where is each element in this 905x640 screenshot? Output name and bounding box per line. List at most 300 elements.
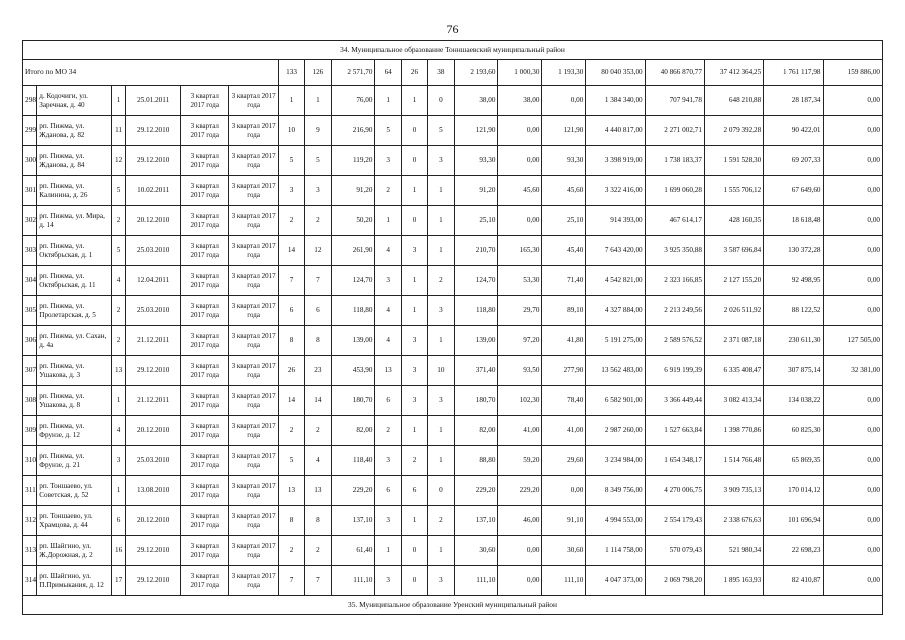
value-cell: 4 994 553,00 bbox=[586, 506, 645, 536]
address-cell: рп. Пижма, ул. Фрунзе, д. 21 bbox=[37, 446, 112, 476]
value-cell: 1 398 770,86 bbox=[704, 416, 763, 446]
value-cell: 139,00 bbox=[454, 326, 498, 356]
value-cell: 7 bbox=[278, 566, 304, 596]
value-cell: 82,00 bbox=[454, 416, 498, 446]
value-cell: 3 bbox=[375, 446, 401, 476]
total-cell: 159 886,00 bbox=[823, 60, 882, 86]
value-cell: 6 bbox=[375, 476, 401, 506]
value-cell: 6 bbox=[375, 386, 401, 416]
value-cell: 65 869,35 bbox=[764, 446, 823, 476]
value-cell: 5 191 275,00 bbox=[586, 326, 645, 356]
value-cell: 7 bbox=[305, 266, 331, 296]
value-cell: 2 bbox=[305, 416, 331, 446]
section-title: 35. Муниципальное образование Уренский муниципальный район bbox=[23, 596, 883, 615]
value-cell: 6 919 199,39 bbox=[645, 356, 704, 386]
document-number: 6 bbox=[111, 506, 125, 536]
value-cell: 3 925 350,88 bbox=[645, 236, 704, 266]
planned-quarter: 3 квартал 2017 года bbox=[181, 506, 229, 536]
table-row bbox=[23, 416, 883, 446]
document-number: 4 bbox=[111, 266, 125, 296]
value-cell: 4 bbox=[375, 326, 401, 356]
planned-quarter: 3 квартал 2017 года bbox=[181, 386, 229, 416]
planned-quarter: 3 квартал 2017 года bbox=[181, 116, 229, 146]
value-cell: 69 207,33 bbox=[764, 146, 823, 176]
row-index: 302 bbox=[23, 206, 37, 236]
total-label: Итого по МО 34 bbox=[23, 60, 279, 86]
value-cell: 41,00 bbox=[542, 416, 586, 446]
completion-quarter: 3 квартал 2017 года bbox=[229, 296, 278, 326]
value-cell: 0 bbox=[428, 86, 454, 116]
total-row bbox=[23, 60, 883, 86]
total-cell: 40 866 870,77 bbox=[645, 60, 704, 86]
value-cell: 2 bbox=[375, 176, 401, 206]
section-header-34 bbox=[23, 41, 883, 60]
page-number: 76 bbox=[446, 22, 459, 36]
value-cell: 8 bbox=[305, 506, 331, 536]
value-cell: 3 322 416,00 bbox=[586, 176, 645, 206]
total-cell: 1 761 117,98 bbox=[764, 60, 823, 86]
planned-quarter: 3 квартал 2017 года bbox=[181, 86, 229, 116]
value-cell: 1 bbox=[305, 86, 331, 116]
value-cell: 25,10 bbox=[542, 206, 586, 236]
value-cell: 1 527 663,84 bbox=[645, 416, 704, 446]
total-cell: 126 bbox=[305, 60, 331, 86]
planned-quarter: 3 квартал 2017 года bbox=[181, 566, 229, 596]
table-row bbox=[23, 116, 883, 146]
value-cell: 0,00 bbox=[498, 116, 542, 146]
value-cell: 137,10 bbox=[331, 506, 375, 536]
document-number: 3 bbox=[111, 446, 125, 476]
date-cell: 21.12.2011 bbox=[126, 386, 181, 416]
document-number: 5 bbox=[111, 236, 125, 266]
value-cell: 13 bbox=[375, 356, 401, 386]
value-cell: 30,60 bbox=[542, 536, 586, 566]
value-cell: 59,20 bbox=[498, 446, 542, 476]
value-cell: 45,60 bbox=[498, 176, 542, 206]
value-cell: 1 bbox=[428, 236, 454, 266]
value-cell: 119,20 bbox=[331, 146, 375, 176]
value-cell: 4 327 884,00 bbox=[586, 296, 645, 326]
value-cell: 1 bbox=[401, 506, 427, 536]
address-cell: рп. Пижма, ул. Октябрьская, д. 11 bbox=[37, 266, 112, 296]
value-cell: 0 bbox=[401, 116, 427, 146]
value-cell: 7 bbox=[305, 566, 331, 596]
value-cell: 53,30 bbox=[498, 266, 542, 296]
value-cell: 111,10 bbox=[454, 566, 498, 596]
total-cell: 1 193,30 bbox=[542, 60, 586, 86]
value-cell: 8 bbox=[305, 326, 331, 356]
value-cell: 8 349 756,00 bbox=[586, 476, 645, 506]
value-cell: 570 079,43 bbox=[645, 536, 704, 566]
value-cell: 12 bbox=[305, 236, 331, 266]
value-cell: 2 213 249,56 bbox=[645, 296, 704, 326]
value-cell: 118,80 bbox=[454, 296, 498, 326]
value-cell: 29,60 bbox=[542, 446, 586, 476]
value-cell: 6 582 901,00 bbox=[586, 386, 645, 416]
row-index: 310 bbox=[23, 446, 37, 476]
value-cell: 38,00 bbox=[454, 86, 498, 116]
value-cell: 93,50 bbox=[498, 356, 542, 386]
value-cell: 1 bbox=[401, 176, 427, 206]
value-cell: 277,90 bbox=[542, 356, 586, 386]
value-cell: 2 bbox=[428, 266, 454, 296]
value-cell: 76,00 bbox=[331, 86, 375, 116]
value-cell: 91,20 bbox=[454, 176, 498, 206]
value-cell: 10 bbox=[278, 116, 304, 146]
value-cell: 13 bbox=[305, 476, 331, 506]
value-cell: 2 bbox=[278, 416, 304, 446]
date-cell: 25.01.2011 bbox=[126, 86, 181, 116]
total-cell: 26 bbox=[401, 60, 427, 86]
value-cell: 4 bbox=[375, 296, 401, 326]
planned-quarter: 3 квартал 2017 года bbox=[181, 476, 229, 506]
row-index: 306 bbox=[23, 326, 37, 356]
address-cell: рп. Пижма, ул. Ушакова, д. 3 bbox=[37, 356, 112, 386]
value-cell: 93,30 bbox=[542, 146, 586, 176]
value-cell: 0,00 bbox=[498, 536, 542, 566]
value-cell: 118,80 bbox=[331, 296, 375, 326]
value-cell: 1 591 528,30 bbox=[704, 146, 763, 176]
value-cell: 4 270 006,75 bbox=[645, 476, 704, 506]
value-cell: 3 909 735,13 bbox=[704, 476, 763, 506]
planned-quarter: 3 квартал 2017 года bbox=[181, 446, 229, 476]
value-cell: 0 bbox=[401, 146, 427, 176]
value-cell: 2 bbox=[305, 206, 331, 236]
value-cell: 1 bbox=[428, 536, 454, 566]
planned-quarter: 3 квартал 2017 года bbox=[181, 176, 229, 206]
planned-quarter: 3 квартал 2017 года bbox=[181, 356, 229, 386]
value-cell: 2 987 260,00 bbox=[586, 416, 645, 446]
value-cell: 0,00 bbox=[823, 86, 882, 116]
value-cell: 3 bbox=[428, 296, 454, 326]
total-cell: 80 040 353,00 bbox=[586, 60, 645, 86]
total-cell: 37 412 364,25 bbox=[704, 60, 763, 86]
value-cell: 0,00 bbox=[823, 176, 882, 206]
value-cell: 0,00 bbox=[823, 296, 882, 326]
table-row bbox=[23, 296, 883, 326]
date-cell: 10.02.2011 bbox=[126, 176, 181, 206]
document-number: 17 bbox=[111, 566, 125, 596]
value-cell: 0 bbox=[401, 566, 427, 596]
value-cell: 121,90 bbox=[542, 116, 586, 146]
value-cell: 1 699 060,28 bbox=[645, 176, 704, 206]
value-cell: 3 366 449,44 bbox=[645, 386, 704, 416]
value-cell: 10 bbox=[428, 356, 454, 386]
completion-quarter: 3 квартал 2017 года bbox=[229, 86, 278, 116]
value-cell: 71,40 bbox=[542, 266, 586, 296]
document-number: 1 bbox=[111, 476, 125, 506]
row-index: 307 bbox=[23, 356, 37, 386]
value-cell: 60 825,30 bbox=[764, 416, 823, 446]
row-index: 298 bbox=[23, 86, 37, 116]
completion-quarter: 3 квартал 2017 года bbox=[229, 476, 278, 506]
value-cell: 2 554 179,43 bbox=[645, 506, 704, 536]
table-row bbox=[23, 506, 883, 536]
table-row bbox=[23, 176, 883, 206]
value-cell: 18 618,48 bbox=[764, 206, 823, 236]
value-cell: 13 562 483,00 bbox=[586, 356, 645, 386]
value-cell: 229,20 bbox=[331, 476, 375, 506]
row-index: 314 bbox=[23, 566, 37, 596]
value-cell: 0,00 bbox=[498, 206, 542, 236]
value-cell: 7 643 420,00 bbox=[586, 236, 645, 266]
value-cell: 261,90 bbox=[331, 236, 375, 266]
table-row bbox=[23, 266, 883, 296]
value-cell: 1 bbox=[428, 176, 454, 206]
total-cell: 133 bbox=[278, 60, 304, 86]
total-cell: 38 bbox=[428, 60, 454, 86]
value-cell: 0,00 bbox=[823, 536, 882, 566]
address-cell: рп. Пижма, ул. Сахан, д. 4а bbox=[37, 326, 112, 356]
value-cell: 82,00 bbox=[331, 416, 375, 446]
value-cell: 467 614,17 bbox=[645, 206, 704, 236]
value-cell: 0 bbox=[428, 476, 454, 506]
value-cell: 9 bbox=[305, 116, 331, 146]
value-cell: 1 bbox=[401, 416, 427, 446]
value-cell: 3 234 984,00 bbox=[586, 446, 645, 476]
address-cell: рп. Пижма, ул. Мира, д. 14 bbox=[37, 206, 112, 236]
value-cell: 46,00 bbox=[498, 506, 542, 536]
date-cell: 29.12.2010 bbox=[126, 146, 181, 176]
value-cell: 0,00 bbox=[498, 146, 542, 176]
value-cell: 3 bbox=[375, 566, 401, 596]
document-number: 16 bbox=[111, 536, 125, 566]
value-cell: 0,00 bbox=[542, 476, 586, 506]
date-cell: 20.12.2010 bbox=[126, 416, 181, 446]
document-number: 1 bbox=[111, 386, 125, 416]
completion-quarter: 3 квартал 2017 года bbox=[229, 116, 278, 146]
table-row bbox=[23, 146, 883, 176]
date-cell: 29.12.2010 bbox=[126, 536, 181, 566]
value-cell: 1 bbox=[401, 86, 427, 116]
value-cell: 2 026 511,92 bbox=[704, 296, 763, 326]
value-cell: 1 bbox=[375, 86, 401, 116]
value-cell: 23 bbox=[305, 356, 331, 386]
value-cell: 89,10 bbox=[542, 296, 586, 326]
value-cell: 0,00 bbox=[823, 236, 882, 266]
value-cell: 6 bbox=[278, 296, 304, 326]
address-cell: рп. Пижма, ул. Жданова, д. 82 bbox=[37, 116, 112, 146]
address-cell: д. Кодочиги, ул. Заречная, д. 40 bbox=[37, 86, 112, 116]
planned-quarter: 3 квартал 2017 года bbox=[181, 206, 229, 236]
completion-quarter: 3 квартал 2017 года bbox=[229, 536, 278, 566]
value-cell: 0,00 bbox=[823, 386, 882, 416]
value-cell: 5 bbox=[375, 116, 401, 146]
completion-quarter: 3 квартал 2017 года bbox=[229, 236, 278, 266]
value-cell: 91,20 bbox=[331, 176, 375, 206]
value-cell: 4 440 817,00 bbox=[586, 116, 645, 146]
table-row bbox=[23, 386, 883, 416]
date-cell: 29.12.2010 bbox=[126, 566, 181, 596]
value-cell: 3 bbox=[401, 386, 427, 416]
table-row bbox=[23, 566, 883, 596]
value-cell: 2 bbox=[401, 446, 427, 476]
value-cell: 30,60 bbox=[454, 536, 498, 566]
address-cell: рп. Шайгино, ул. Ж.Дорожная, д. 2 bbox=[37, 536, 112, 566]
address-cell: рп. Пижма, ул. Октябрьская, д. 1 bbox=[37, 236, 112, 266]
value-cell: 1 bbox=[428, 326, 454, 356]
value-cell: 111,10 bbox=[331, 566, 375, 596]
value-cell: 210,70 bbox=[454, 236, 498, 266]
value-cell: 1 bbox=[401, 266, 427, 296]
date-cell: 25.03.2010 bbox=[126, 446, 181, 476]
value-cell: 32 381,00 bbox=[823, 356, 882, 386]
address-cell: рп. Шайгино, ул. П.Примыкания, д. 12 bbox=[37, 566, 112, 596]
value-cell: 41,80 bbox=[542, 326, 586, 356]
value-cell: 2 589 576,52 bbox=[645, 326, 704, 356]
value-cell: 914 393,00 bbox=[586, 206, 645, 236]
value-cell: 26 bbox=[278, 356, 304, 386]
planned-quarter: 3 квартал 2017 года bbox=[181, 326, 229, 356]
value-cell: 3 bbox=[428, 566, 454, 596]
value-cell: 1 114 758,00 bbox=[586, 536, 645, 566]
date-cell: 25.03.2010 bbox=[126, 236, 181, 266]
value-cell: 180,70 bbox=[454, 386, 498, 416]
completion-quarter: 3 квартал 2017 года bbox=[229, 146, 278, 176]
value-cell: 61,40 bbox=[331, 536, 375, 566]
value-cell: 0,00 bbox=[823, 116, 882, 146]
value-cell: 97,20 bbox=[498, 326, 542, 356]
total-cell: 64 bbox=[375, 60, 401, 86]
row-index: 311 bbox=[23, 476, 37, 506]
table-row bbox=[23, 326, 883, 356]
table-row bbox=[23, 86, 883, 116]
value-cell: 102,30 bbox=[498, 386, 542, 416]
value-cell: 2 371 087,18 bbox=[704, 326, 763, 356]
value-cell: 45,60 bbox=[542, 176, 586, 206]
document-number: 4 bbox=[111, 416, 125, 446]
value-cell: 118,40 bbox=[331, 446, 375, 476]
value-cell: 4 047 373,00 bbox=[586, 566, 645, 596]
address-cell: рп. Пижма, ул. Ушакова, д. 8 bbox=[37, 386, 112, 416]
completion-quarter: 3 квартал 2017 года bbox=[229, 416, 278, 446]
planned-quarter: 3 квартал 2017 года bbox=[181, 236, 229, 266]
value-cell: 6 bbox=[401, 476, 427, 506]
value-cell: 1 bbox=[278, 86, 304, 116]
value-cell: 41,00 bbox=[498, 416, 542, 446]
table-row bbox=[23, 206, 883, 236]
total-cell: 2 571,70 bbox=[331, 60, 375, 86]
value-cell: 0,00 bbox=[498, 566, 542, 596]
value-cell: 22 698,23 bbox=[764, 536, 823, 566]
value-cell: 101 696,94 bbox=[764, 506, 823, 536]
value-cell: 124,70 bbox=[331, 266, 375, 296]
table-row bbox=[23, 476, 883, 506]
value-cell: 8 bbox=[278, 506, 304, 536]
document-number: 11 bbox=[111, 116, 125, 146]
value-cell: 6 bbox=[305, 296, 331, 326]
address-cell: рп. Пижма, ул. Фрунзе, д. 12 bbox=[37, 416, 112, 446]
value-cell: 127 505,00 bbox=[823, 326, 882, 356]
date-cell: 21.12.2011 bbox=[126, 326, 181, 356]
document-number: 2 bbox=[111, 296, 125, 326]
value-cell: 0,00 bbox=[823, 266, 882, 296]
value-cell: 648 210,88 bbox=[704, 86, 763, 116]
value-cell: 229,20 bbox=[498, 476, 542, 506]
document-number: 2 bbox=[111, 206, 125, 236]
value-cell: 0,00 bbox=[823, 506, 882, 536]
address-cell: рп. Пижма, ул. Жданова, д. 84 bbox=[37, 146, 112, 176]
value-cell: 3 bbox=[375, 146, 401, 176]
row-index: 313 bbox=[23, 536, 37, 566]
value-cell: 14 bbox=[305, 386, 331, 416]
value-cell: 5 bbox=[278, 446, 304, 476]
date-cell: 12.04.2011 bbox=[126, 266, 181, 296]
completion-quarter: 3 квартал 2017 года bbox=[229, 566, 278, 596]
value-cell: 180,70 bbox=[331, 386, 375, 416]
completion-quarter: 3 квартал 2017 года bbox=[229, 206, 278, 236]
date-cell: 13.08.2010 bbox=[126, 476, 181, 506]
value-cell: 3 bbox=[401, 326, 427, 356]
value-cell: 90 422,01 bbox=[764, 116, 823, 146]
value-cell: 14 bbox=[278, 386, 304, 416]
value-cell: 1 bbox=[375, 206, 401, 236]
completion-quarter: 3 квартал 2017 года bbox=[229, 326, 278, 356]
value-cell: 0 bbox=[401, 206, 427, 236]
value-cell: 6 335 408,47 bbox=[704, 356, 763, 386]
value-cell: 230 611,30 bbox=[764, 326, 823, 356]
value-cell: 4 bbox=[375, 236, 401, 266]
value-cell: 2 079 392,28 bbox=[704, 116, 763, 146]
value-cell: 13 bbox=[278, 476, 304, 506]
planned-quarter: 3 квартал 2017 года bbox=[181, 296, 229, 326]
address-cell: рп. Тоншаево, ул. Храмцова, д. 44 bbox=[37, 506, 112, 536]
value-cell: 0,00 bbox=[542, 86, 586, 116]
value-cell: 2 bbox=[278, 206, 304, 236]
value-cell: 3 398 919,00 bbox=[586, 146, 645, 176]
value-cell: 1 bbox=[428, 416, 454, 446]
row-index: 299 bbox=[23, 116, 37, 146]
value-cell: 2 127 155,20 bbox=[704, 266, 763, 296]
value-cell: 229,20 bbox=[454, 476, 498, 506]
value-cell: 307 875,14 bbox=[764, 356, 823, 386]
value-cell: 93,30 bbox=[454, 146, 498, 176]
value-cell: 3 587 696,84 bbox=[704, 236, 763, 266]
value-cell: 0,00 bbox=[823, 446, 882, 476]
value-cell: 2 bbox=[428, 506, 454, 536]
value-cell: 92 498,95 bbox=[764, 266, 823, 296]
value-cell: 124,70 bbox=[454, 266, 498, 296]
total-cell: 2 193,60 bbox=[454, 60, 498, 86]
row-index: 303 bbox=[23, 236, 37, 266]
value-cell: 29,70 bbox=[498, 296, 542, 326]
value-cell: 428 160,35 bbox=[704, 206, 763, 236]
completion-quarter: 3 квартал 2017 года bbox=[229, 176, 278, 206]
value-cell: 5 bbox=[278, 146, 304, 176]
document-number: 5 bbox=[111, 176, 125, 206]
value-cell: 121,90 bbox=[454, 116, 498, 146]
table-row bbox=[23, 536, 883, 566]
completion-quarter: 3 квартал 2017 года bbox=[229, 386, 278, 416]
completion-quarter: 3 квартал 2017 года bbox=[229, 356, 278, 386]
value-cell: 25,10 bbox=[454, 206, 498, 236]
row-index: 301 bbox=[23, 176, 37, 206]
date-cell: 25.03.2010 bbox=[126, 296, 181, 326]
value-cell: 5 bbox=[305, 146, 331, 176]
date-cell: 29.12.2010 bbox=[126, 356, 181, 386]
value-cell: 3 bbox=[428, 146, 454, 176]
value-cell: 1 384 340,00 bbox=[586, 86, 645, 116]
value-cell: 2 271 002,71 bbox=[645, 116, 704, 146]
value-cell: 371,40 bbox=[454, 356, 498, 386]
planned-quarter: 3 квартал 2017 года bbox=[181, 536, 229, 566]
value-cell: 0 bbox=[401, 536, 427, 566]
value-cell: 134 038,22 bbox=[764, 386, 823, 416]
value-cell: 1 bbox=[428, 206, 454, 236]
completion-quarter: 3 квартал 2017 года bbox=[229, 506, 278, 536]
value-cell: 14 bbox=[278, 236, 304, 266]
value-cell: 216,90 bbox=[331, 116, 375, 146]
